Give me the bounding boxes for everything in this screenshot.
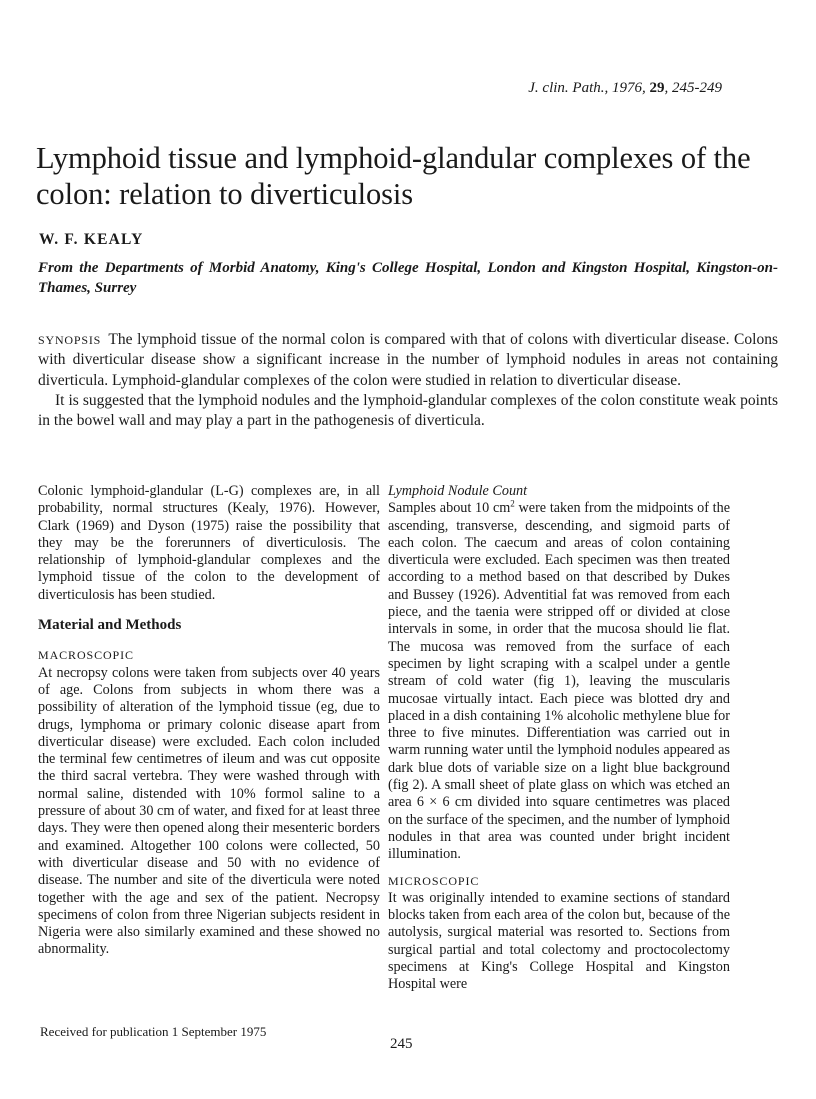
page-number: 245 — [390, 1036, 413, 1052]
nodule-count-paragraph — [388, 500, 730, 863]
left-column — [38, 483, 380, 959]
synopsis-paragraph-2: It is suggested that the lymphoid nodules and the lymphoid-glandular complexes of the colon constitute weak points in the bowel wall and may play a part in the pathogenesis of diverticula. — [38, 391, 778, 430]
section-heading-methods: Material and Methods — [38, 617, 182, 634]
percent-sign: % — [243, 785, 256, 802]
journal-citation — [528, 80, 722, 97]
synopsis — [38, 330, 778, 431]
synopsis-text-1: The lymphoid tissue of the normal colon is compared with that of colons with diverticular disease. Colons with diverticular disease show a significant increase in the number of lymphoid nodules in areas not containing diverticula. Lymphoid-glandular complexes of the colon were studied in relation to diverticular disease. — [38, 331, 778, 389]
citation-journal: J. clin. Path. — [528, 80, 605, 96]
microscopic-paragraph: It was originally intended to examine sections of standard blocks taken from each area of the colon but, because of the autolysis, surgical material was resorted to. Sections from surgical partial and total colectomy and proctocolectomy specimens at King's College Hospital and Kingston Hospital were — [388, 889, 730, 993]
subheading-macroscopic: MACROSCOPIC — [38, 648, 134, 663]
macroscopic-paragraph — [38, 665, 380, 959]
article-title: Lymphoid tissue and lymphoid-glandular complexes of the colon: relation to diverticulosis — [36, 141, 751, 211]
received-date: Received for publication 1 September 1975 — [40, 1024, 267, 1039]
superscript-2: 2 — [510, 498, 515, 509]
intro-paragraph: Colonic lymphoid-glandular (L-G) complexes are, in all probability, normal structures (Kealy, 1976). However, Clark (1969) and Dyson (1975) raise the possibility that they may be the forerunners of diverticulosis. The relationship of lymphoid-glandular complexes and the lymphoid tissue of the colon to the development of diverticulosis has been studied. — [38, 483, 380, 603]
count-text-a: Samples about 10 cm — [388, 500, 511, 517]
citation-year: , 1976, — [604, 80, 650, 96]
synopsis-paragraph-1 — [38, 330, 778, 391]
count-text-b: were taken from the midpoints of the ascending, transverse, descending, and sigmoid parts of each colon. The caecum and areas of colon containing diverticula were excluded. Each specimen was then treated according to a method based on that described by Dukes and Bussey (1926). Adventitial fat was removed from each piece, and the taenia were stripped off or divided at close intervals in some, in order that the mucosa should lie flat. The mucosa was removed from the surface of each specimen by light scraping with a scalpel under a gentle stream of cold water (fig 1), leaving the muscularis mucosae virtually intact. Each piece was blotted dry and placed in a dish containing 1 — [388, 500, 730, 724]
subheading-nodule-count: Lymphoid Nodule Count — [388, 483, 528, 499]
author-name: W. F. KEALY — [39, 231, 144, 248]
synopsis-label: SYNOPSIS — [38, 333, 102, 347]
citation-pages: , 245-249 — [664, 80, 722, 96]
subheading-microscopic: MICROSCOPIC — [388, 873, 480, 888]
percent-sign: % — [551, 707, 564, 724]
macroscopic-text-b: formol saline to a pressure of about 30 cm of water, and fixed for at least three days. They were then opened along their mesenteric borders and examined. Altogether 100 colons were collected, 50 with diverticular disease and 50 with no evidence of disease. The number and site of the diverticula were noted together with the age and sex of the patient. Necropsy specimens of colon from three Nigerian subjects resident in Nigeria were also similarly examined and these showed no abnormality. — [38, 785, 380, 958]
author-affiliation: From the Departments of Morbid Anatomy, King's College Hospital, London and Kingston Hospital, Kingston-on-Thames, Surrey — [38, 260, 778, 296]
right-column — [388, 483, 730, 994]
macroscopic-text-a: At necropsy colons were taken from subjects over 40 years of age. Colons from subjects in whom there was a possibility of alteration of the lymphoid tissue (eg, due to drugs, lymphoma or primary colonic disease apart from diverticular disease) were excluded. Each colon included the terminal few centimetres of ileum and was cut opposite the third sacral vertebra. They were washed through with normal saline, distended with 10 — [38, 664, 380, 802]
count-text-c: alcoholic methylene blue for three to five minutes. Differentiation was carried out in warm running water until the lymphoid nodules appeared as dark blue dots of variable size on a light blue background (fig 2). A small sheet of plate glass on which was etched an area 6 × 6 cm divided into square centimetres was placed on the surface of the specimen, and the number of lymphoid nodules in that area was counted under bright incident illumination. — [388, 707, 730, 863]
citation-volume: 29 — [649, 80, 665, 96]
